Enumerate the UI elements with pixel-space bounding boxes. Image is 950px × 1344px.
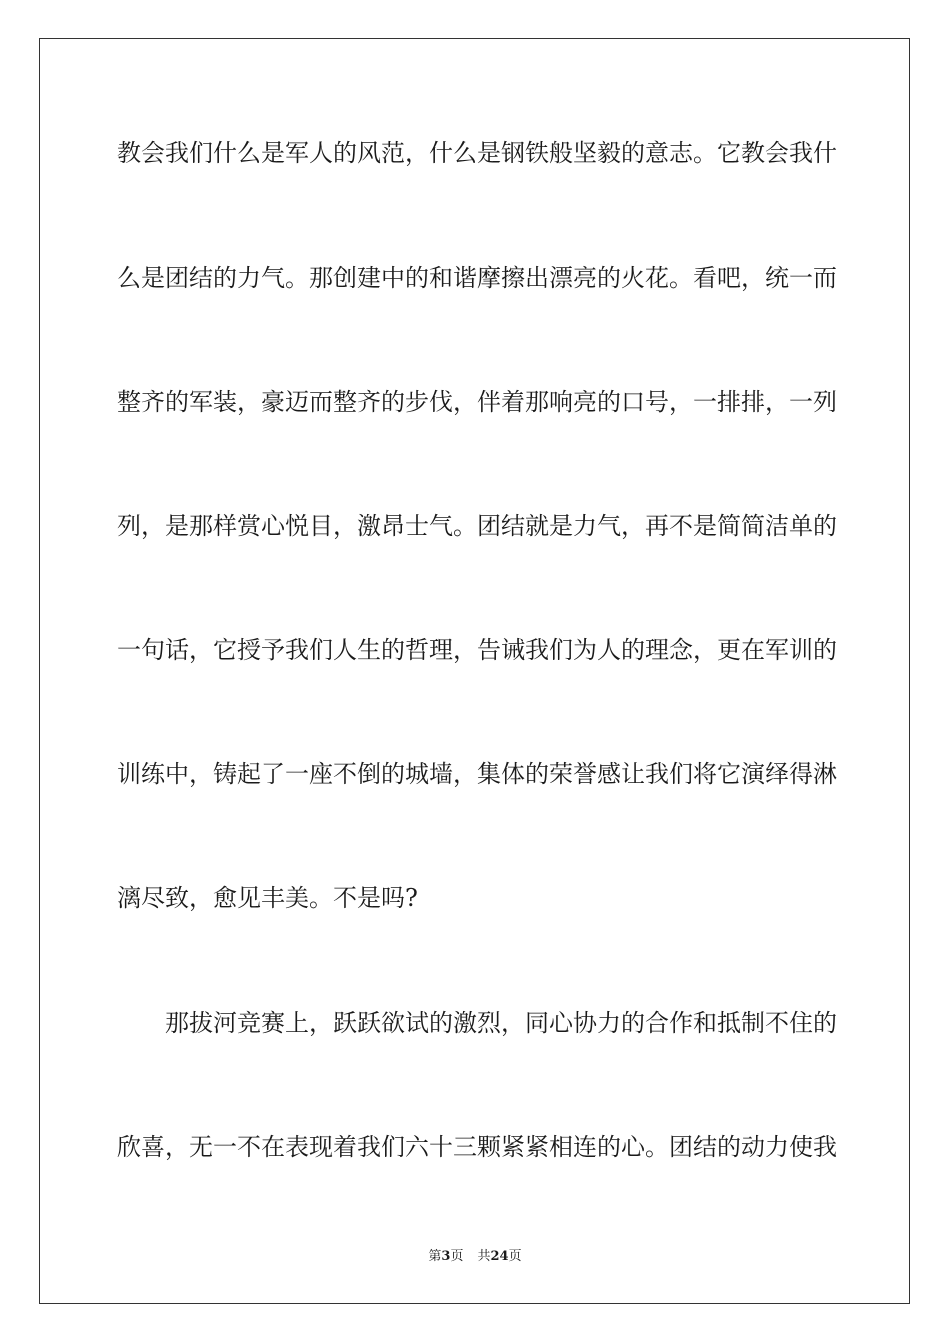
body-line-8: 那拔河竞赛上，跃跃欲试的激烈，同心协力的合作和抵制不住的 [165, 1009, 837, 1037]
body-line-3: 整齐的军装，豪迈而整齐的步伐，伴着那响亮的口号，一排排，一列 [117, 388, 837, 416]
page-prefix: 第 [428, 1249, 442, 1264]
total-prefix: 共 [477, 1249, 491, 1264]
body-line-9: 欣喜，无一不在表现着我们六十三颗紧紧相连的心。团结的动力使我 [117, 1133, 837, 1161]
total-suffix: 页 [508, 1249, 522, 1264]
body-line-2: 么是团结的力气。那创建中的和谐摩擦出漂亮的火花。看吧，统一而 [117, 264, 837, 292]
page-border [39, 38, 910, 1304]
body-line-6: 训练中，铸起了一座不倒的城墙，集体的荣誉感让我们将它演绎得淋 [117, 760, 837, 788]
page-number: 3 [441, 1249, 451, 1264]
body-line-4: 列，是那样赏心悦目，激昂士气。团结就是力气，再不是简简洁单的 [117, 512, 837, 540]
total-pages: 24 [490, 1249, 509, 1264]
body-line-5: 一句话，它授予我们人生的哲理，告诫我们为人的理念，更在军训的 [117, 636, 837, 664]
page-footer [0, 1248, 950, 1266]
page-suffix: 页 [450, 1249, 464, 1264]
body-line-1: 教会我们什么是军人的风范，什么是钢铁般坚毅的意志。它教会我什 [117, 139, 837, 167]
body-line-7: 漓尽致，愈见丰美。不是吗? [117, 884, 418, 912]
